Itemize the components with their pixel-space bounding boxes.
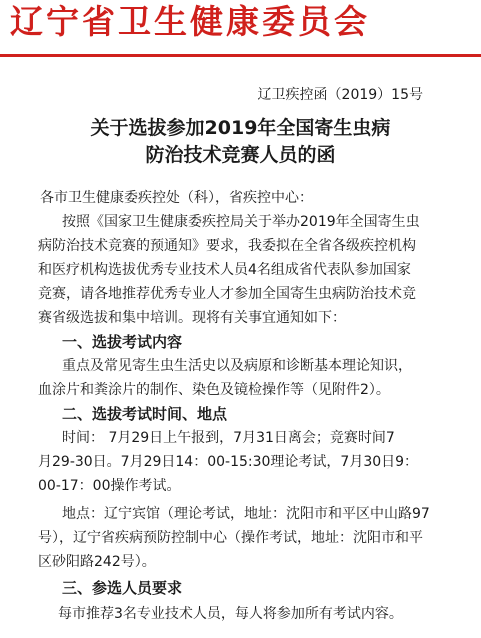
- para1-line1: 按照《国家卫生健康委疾控局关于举办2019年全国寄生虫: [62, 214, 420, 230]
- section1-line2: 血涂片和粪涂片的制作、染色及镜检操作等（见附件2）。: [38, 382, 390, 398]
- section1-line1: 重点及常见寄生虫生活史以及病原和诊断基本理论知识，: [62, 358, 412, 374]
- para1-line4: 竞赛，请各地推荐优秀专业人才参加全国寄生虫病防治技术竞: [38, 286, 416, 302]
- addressee: 各市卫生健康委疾控处（科），省疾控中心：: [40, 190, 313, 206]
- letterhead-red-rule: [0, 54, 481, 57]
- section2-time-line1: 时间： 7月29日上午报到，7月31日离会；竞赛时间7: [62, 430, 395, 446]
- document-title-line2: 防治技术竞赛人员的函: [145, 144, 336, 166]
- section3-line1: 每市推荐3名专业技术人员，每人将参加所有考试内容。: [58, 606, 403, 622]
- section2-place-line2: 号），辽宁省疾病预防控制中心（操作考试，地址：沈阳市和平: [38, 530, 423, 546]
- section2-heading: 二、选拔考试时间、地点: [62, 405, 228, 423]
- para1-line5: 赛省级选拔和集中培训。现将有关事宜通知如下：: [38, 310, 346, 326]
- section1-heading: 一、选拔考试内容: [62, 333, 183, 351]
- section3-heading: 三、参选人员要求: [62, 579, 183, 597]
- document-number: 辽卫疾控函（2019）15号: [257, 87, 423, 103]
- section2-place-line3: 区砂阳路242号）。: [38, 554, 156, 570]
- section2-time-line3: 00-17：00操作考试。: [38, 478, 181, 494]
- section2-place-line1: 地点：辽宁宾馆（理论考试，地址：沈阳市和平区中山路97: [62, 506, 430, 522]
- letterhead-title: 辽宁省卫生健康委员会: [10, 2, 370, 41]
- para1-line2: 病防治技术竞赛的预通知》要求，我委拟在全省各级疾控机构: [38, 238, 416, 254]
- para1-line3: 和医疗机构选拔优秀专业技术人员4名组成省代表队参加国家: [38, 262, 411, 278]
- document-title-line1: 关于选拔参加2019年全国寄生虫病: [90, 117, 391, 139]
- section2-time-line2: 月29-30日。7月29日14：00-15:30理论考试，7月30日9：: [38, 454, 419, 470]
